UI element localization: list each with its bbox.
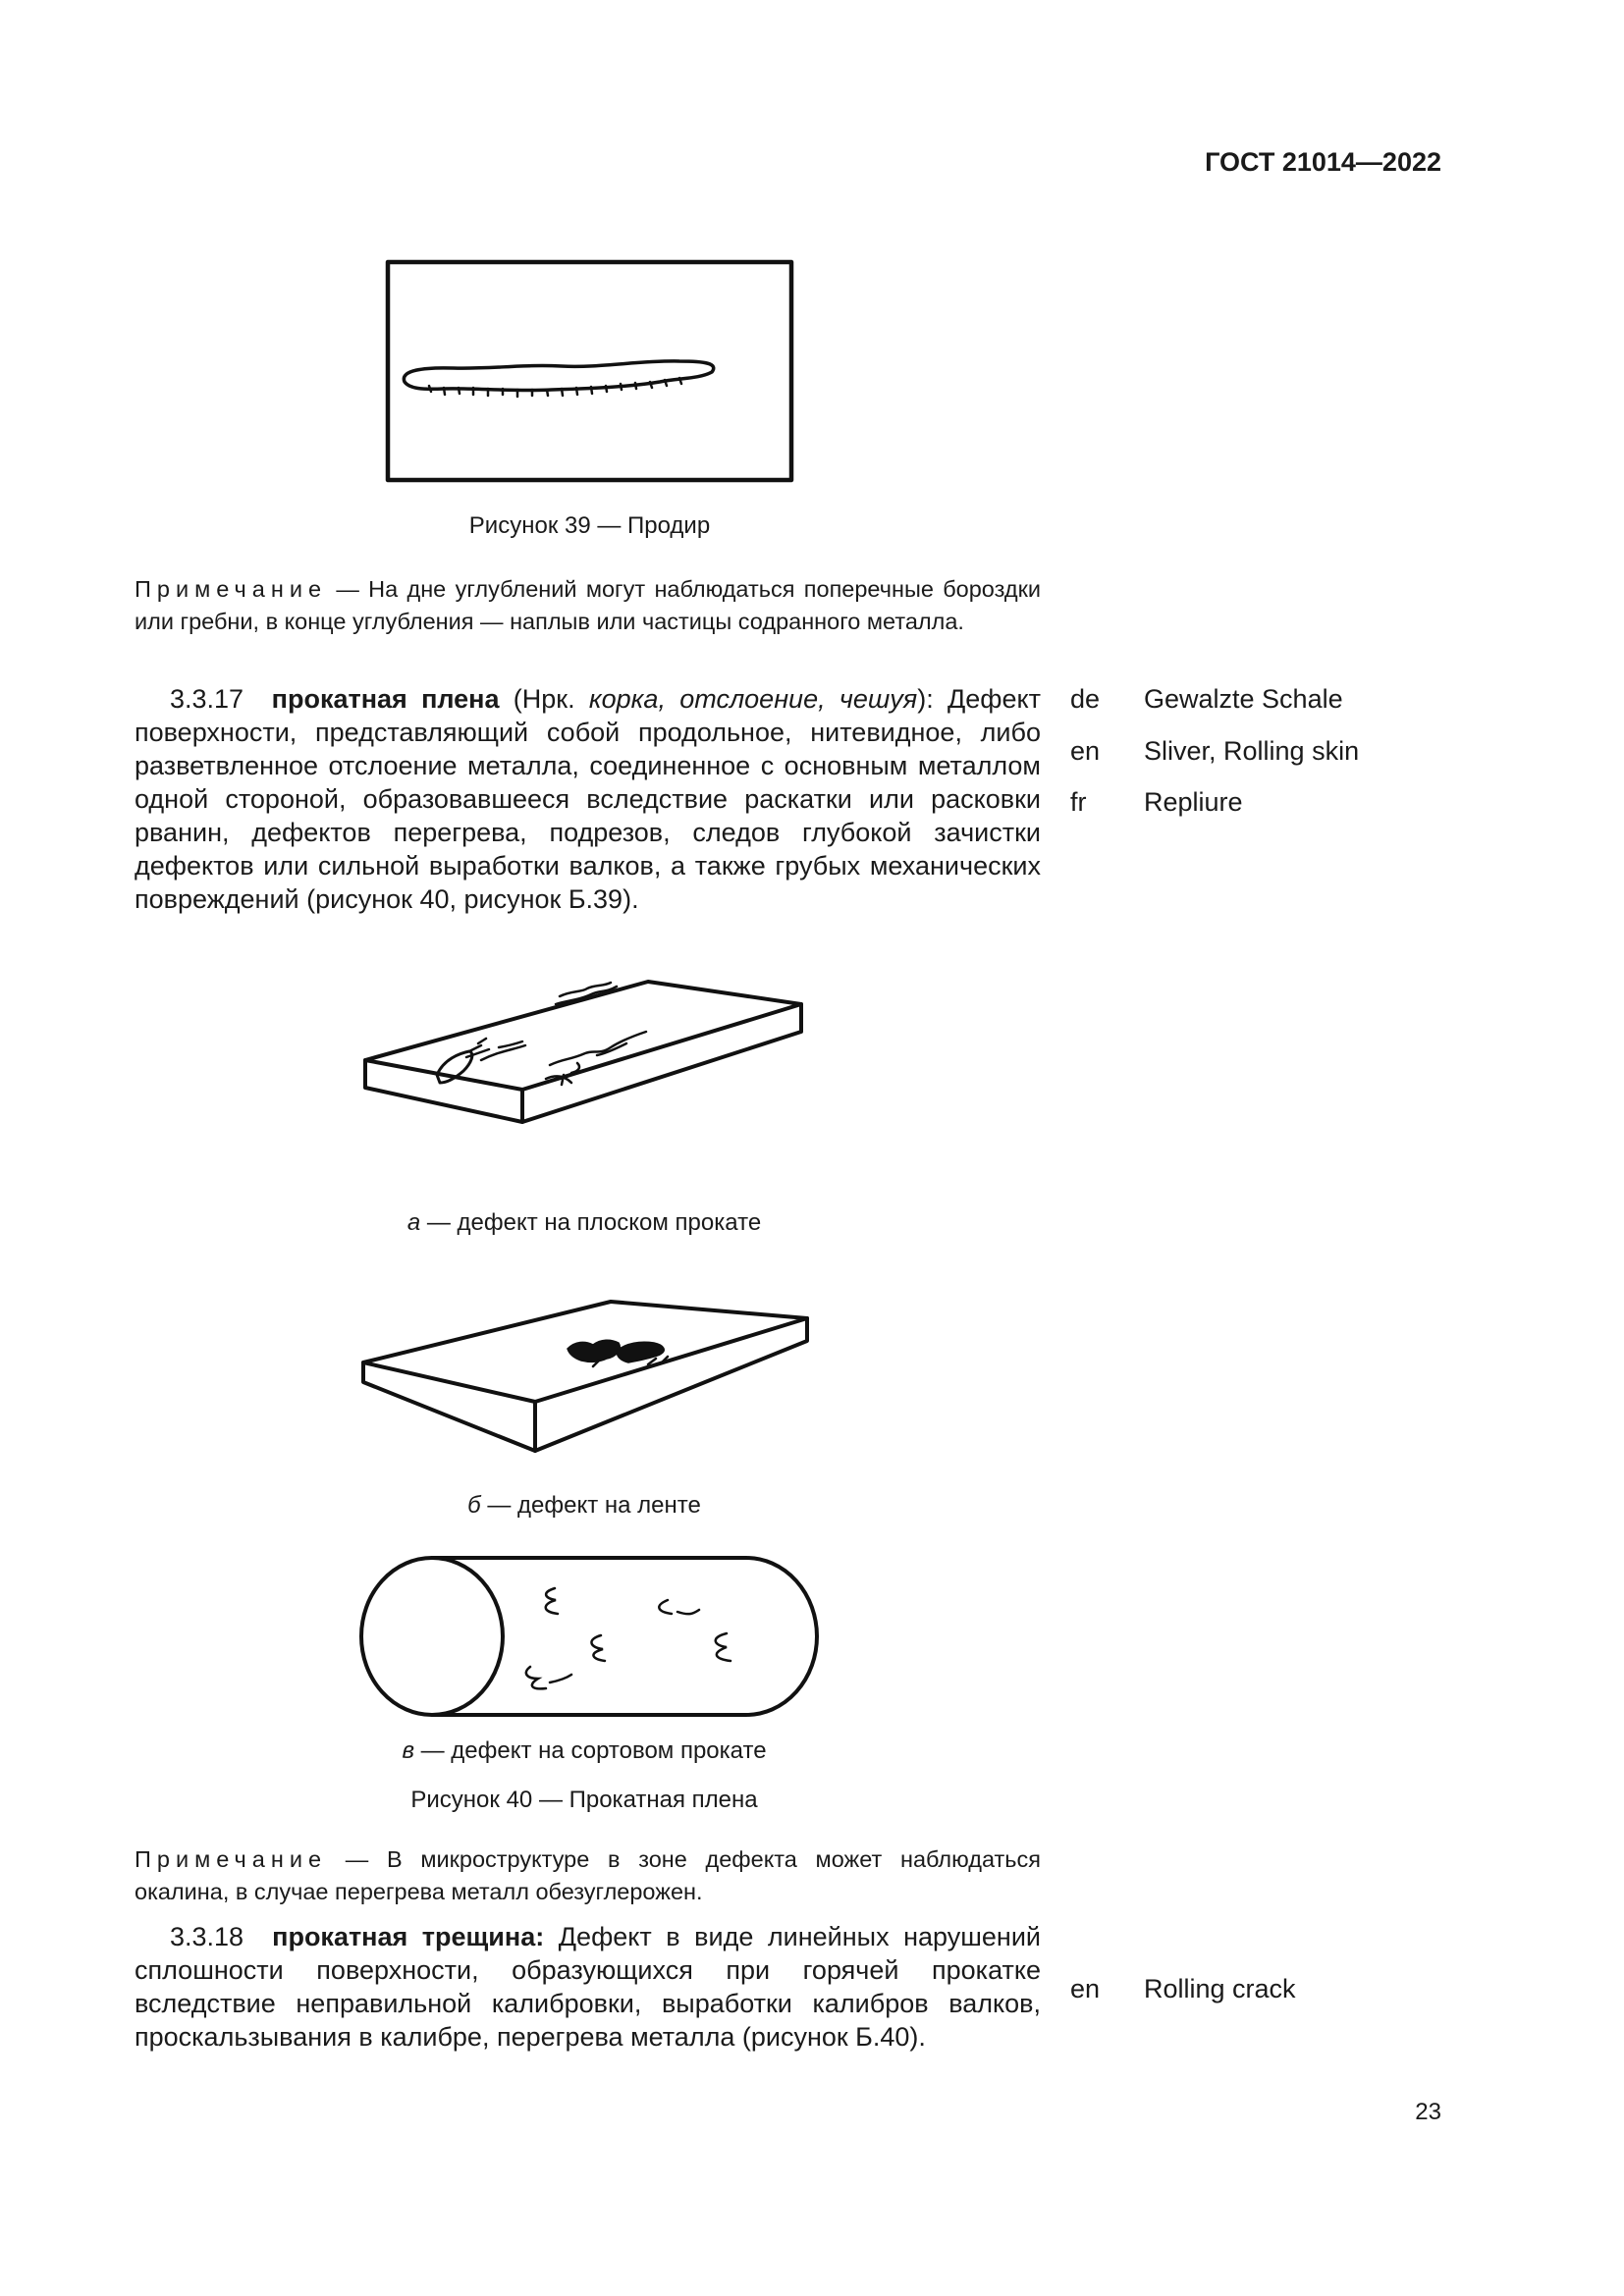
figure-40c-caption — [344, 1737, 825, 1765]
figure-40a-text: — дефект на плоском прокате — [420, 1209, 762, 1236]
term-definition: Дефект в виде линейных нарушений сплошности поверхности, образующихся при горячей прокатке вследствие неправильной калибровки, выработки калибров валков, проскальзывания в калибре, перегрева металла (рисунок Б.40). — [135, 1922, 1041, 2052]
lang-code-fr: fr — [1070, 787, 1087, 817]
note-1 — [135, 573, 1041, 638]
term-synonyms: корка, отслоение, чешуя — [588, 684, 918, 714]
lang-term-fr: Repliure — [1144, 787, 1243, 817]
lang-code-de: de — [1070, 684, 1101, 714]
note-2 — [135, 1843, 1041, 1908]
figure-40c-illustration — [353, 1551, 825, 1728]
note-1-text: — На дне углублений могут наблюдаться поперечные бороздки или гребни, в конце углубления — наплыв или частицы содранного металла. — [135, 576, 1041, 634]
figure-40b-text: — дефект на ленте — [480, 1492, 701, 1519]
figure-40-caption: Рисунок 40 — Прокатная плена — [410, 1787, 758, 1813]
note-2-label: Примечание — [135, 1846, 328, 1872]
term-3-3-17 — [135, 682, 1041, 916]
figure-40b-letter: б — [467, 1492, 481, 1519]
figure-40c-letter: в — [402, 1737, 414, 1764]
document-header: ГОСТ 21014—2022 — [1205, 147, 1441, 177]
lang-term-en: Sliver, Rolling skin — [1144, 736, 1360, 766]
page-number: 23 — [1415, 2099, 1441, 2125]
term-title: прокатная трещина: — [272, 1922, 545, 1951]
lang-term-en-18: Rolling crack — [1144, 1974, 1296, 2003]
note-1-label: Примечание — [135, 576, 328, 602]
lang-term-de: Gewalzte Schale — [1144, 684, 1343, 714]
figure-40a-letter: а — [406, 1209, 421, 1236]
term-number: 3.3.17 — [170, 684, 244, 714]
figure-40c-text: — дефект на сортовом прокате — [413, 1737, 767, 1764]
figure-40b-caption — [353, 1492, 815, 1520]
note-2-text: — В микроструктуре в зоне дефекта может наблюдаться окалина, в случае перегрева металл обезуглерожен. — [135, 1846, 1041, 1904]
figure-40a-caption — [353, 1209, 815, 1237]
term-synonym-prefix: (Нрк. — [499, 684, 589, 714]
figure-40b-illustration — [353, 1294, 815, 1461]
figure-40a-illustration — [353, 967, 815, 1188]
term-title: прокатная плена — [271, 684, 500, 714]
figure-39-caption: Рисунок 39 — Продир — [468, 512, 711, 539]
lang-code-en-18: en — [1070, 1974, 1101, 2003]
term-number: 3.3.18 — [170, 1922, 244, 1951]
term-3-3-18 — [135, 1920, 1041, 2054]
figure-39-illustration — [385, 259, 794, 483]
term-definition: ): Дефект поверхности, представляющий собой продольное, нитевидное, либо разветвленное отслоение металла, соединенное с основным металлом одной стороной, образовавшееся вследствие раскатки или расковки рванин, дефектов перегрева, подрезов, следов глубокой зачистки дефектов или сильной выработки валков, а также грубых механических повреждений (рисунок 40, рисунок Б.39). — [135, 684, 1041, 914]
lang-code-en: en — [1070, 736, 1101, 766]
